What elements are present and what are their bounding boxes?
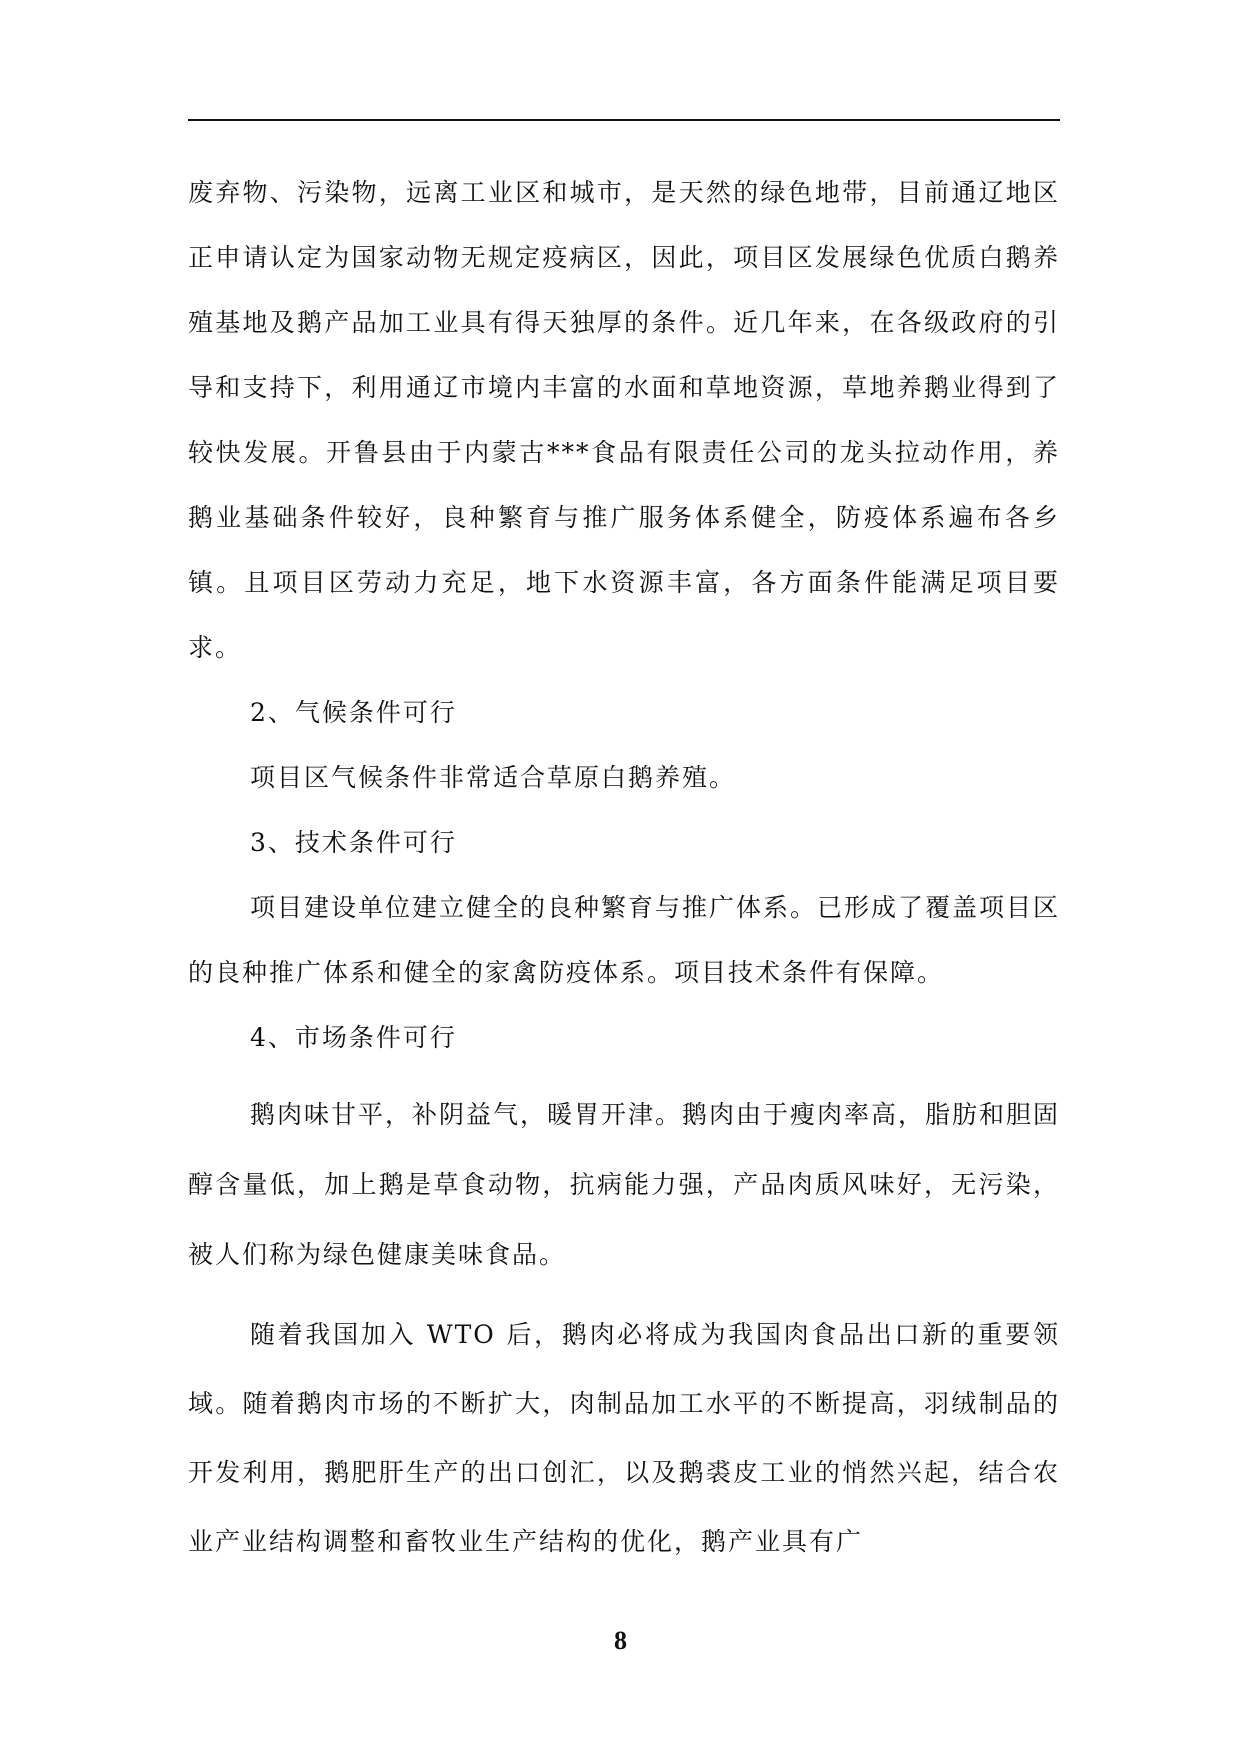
paragraph-spacer (188, 1290, 1060, 1300)
heading-technology: 3、技术条件可行 (250, 828, 457, 857)
heading-market: 4、市场条件可行 (250, 1023, 457, 1052)
paragraph-spacer (188, 1070, 1060, 1080)
paragraph-technology: 项目建设单位建立健全的良种繁育与推广体系。已形成了覆盖项目区的良种推广体系和健全的家禽防疫体系。项目技术条件有保障。 (188, 893, 1061, 987)
heading-climate: 2、气候条件可行 (250, 698, 457, 727)
document-body (188, 160, 1060, 1576)
paragraph-site-conditions: 废弃物、污染物，远离工业区和城市，是天然的绿色地带，目前通辽地区正申请认定为国家动物无规定疫病区，因此，项目区发展绿色优质白鹅养殖基地及鹅产品加工业具有得天独厚的条件。近几年来，在各级政府的引导和支持下，利用通辽市境内丰富的水面和草地资源，草地养鹅业得到了较快发展。开鲁县由于内蒙古***食品有限责任公司的龙头拉动作用，养鹅业基础条件较好，良种繁育与推广服务体系健全，防疫体系遍布各乡镇。且项目区劳动力充足，地下水资源丰富，各方面条件能满足项目要求。 (188, 178, 1060, 662)
paragraph-wto-market: 随着我国加入 WTO 后，鹅肉必将成为我国肉食品出口新的重要领域。随着鹅肉市场的不断扩大，肉制品加工水平的不断提高，羽绒制品的开发利用，鹅肥肝生产的出口创汇，以及鹅裘皮工业的悄然兴起，结合农业产业结构调整和畜牧业生产结构的优化，鹅产业具有广 (188, 1320, 1060, 1556)
page-number: 8 (614, 1626, 627, 1655)
paragraph-climate: 项目区气候条件非常适合草原白鹅养殖。 (250, 763, 737, 792)
paragraph-goose-meat: 鹅肉味甘平，补阴益气，暖胃开津。鹅肉由于瘦肉率高，脂肪和胆固醇含量低，加上鹅是草食动物，抗病能力强，产品肉质风味好，无污染，被人们称为绿色健康美味食品。 (188, 1100, 1061, 1269)
header-rule (188, 119, 1060, 121)
